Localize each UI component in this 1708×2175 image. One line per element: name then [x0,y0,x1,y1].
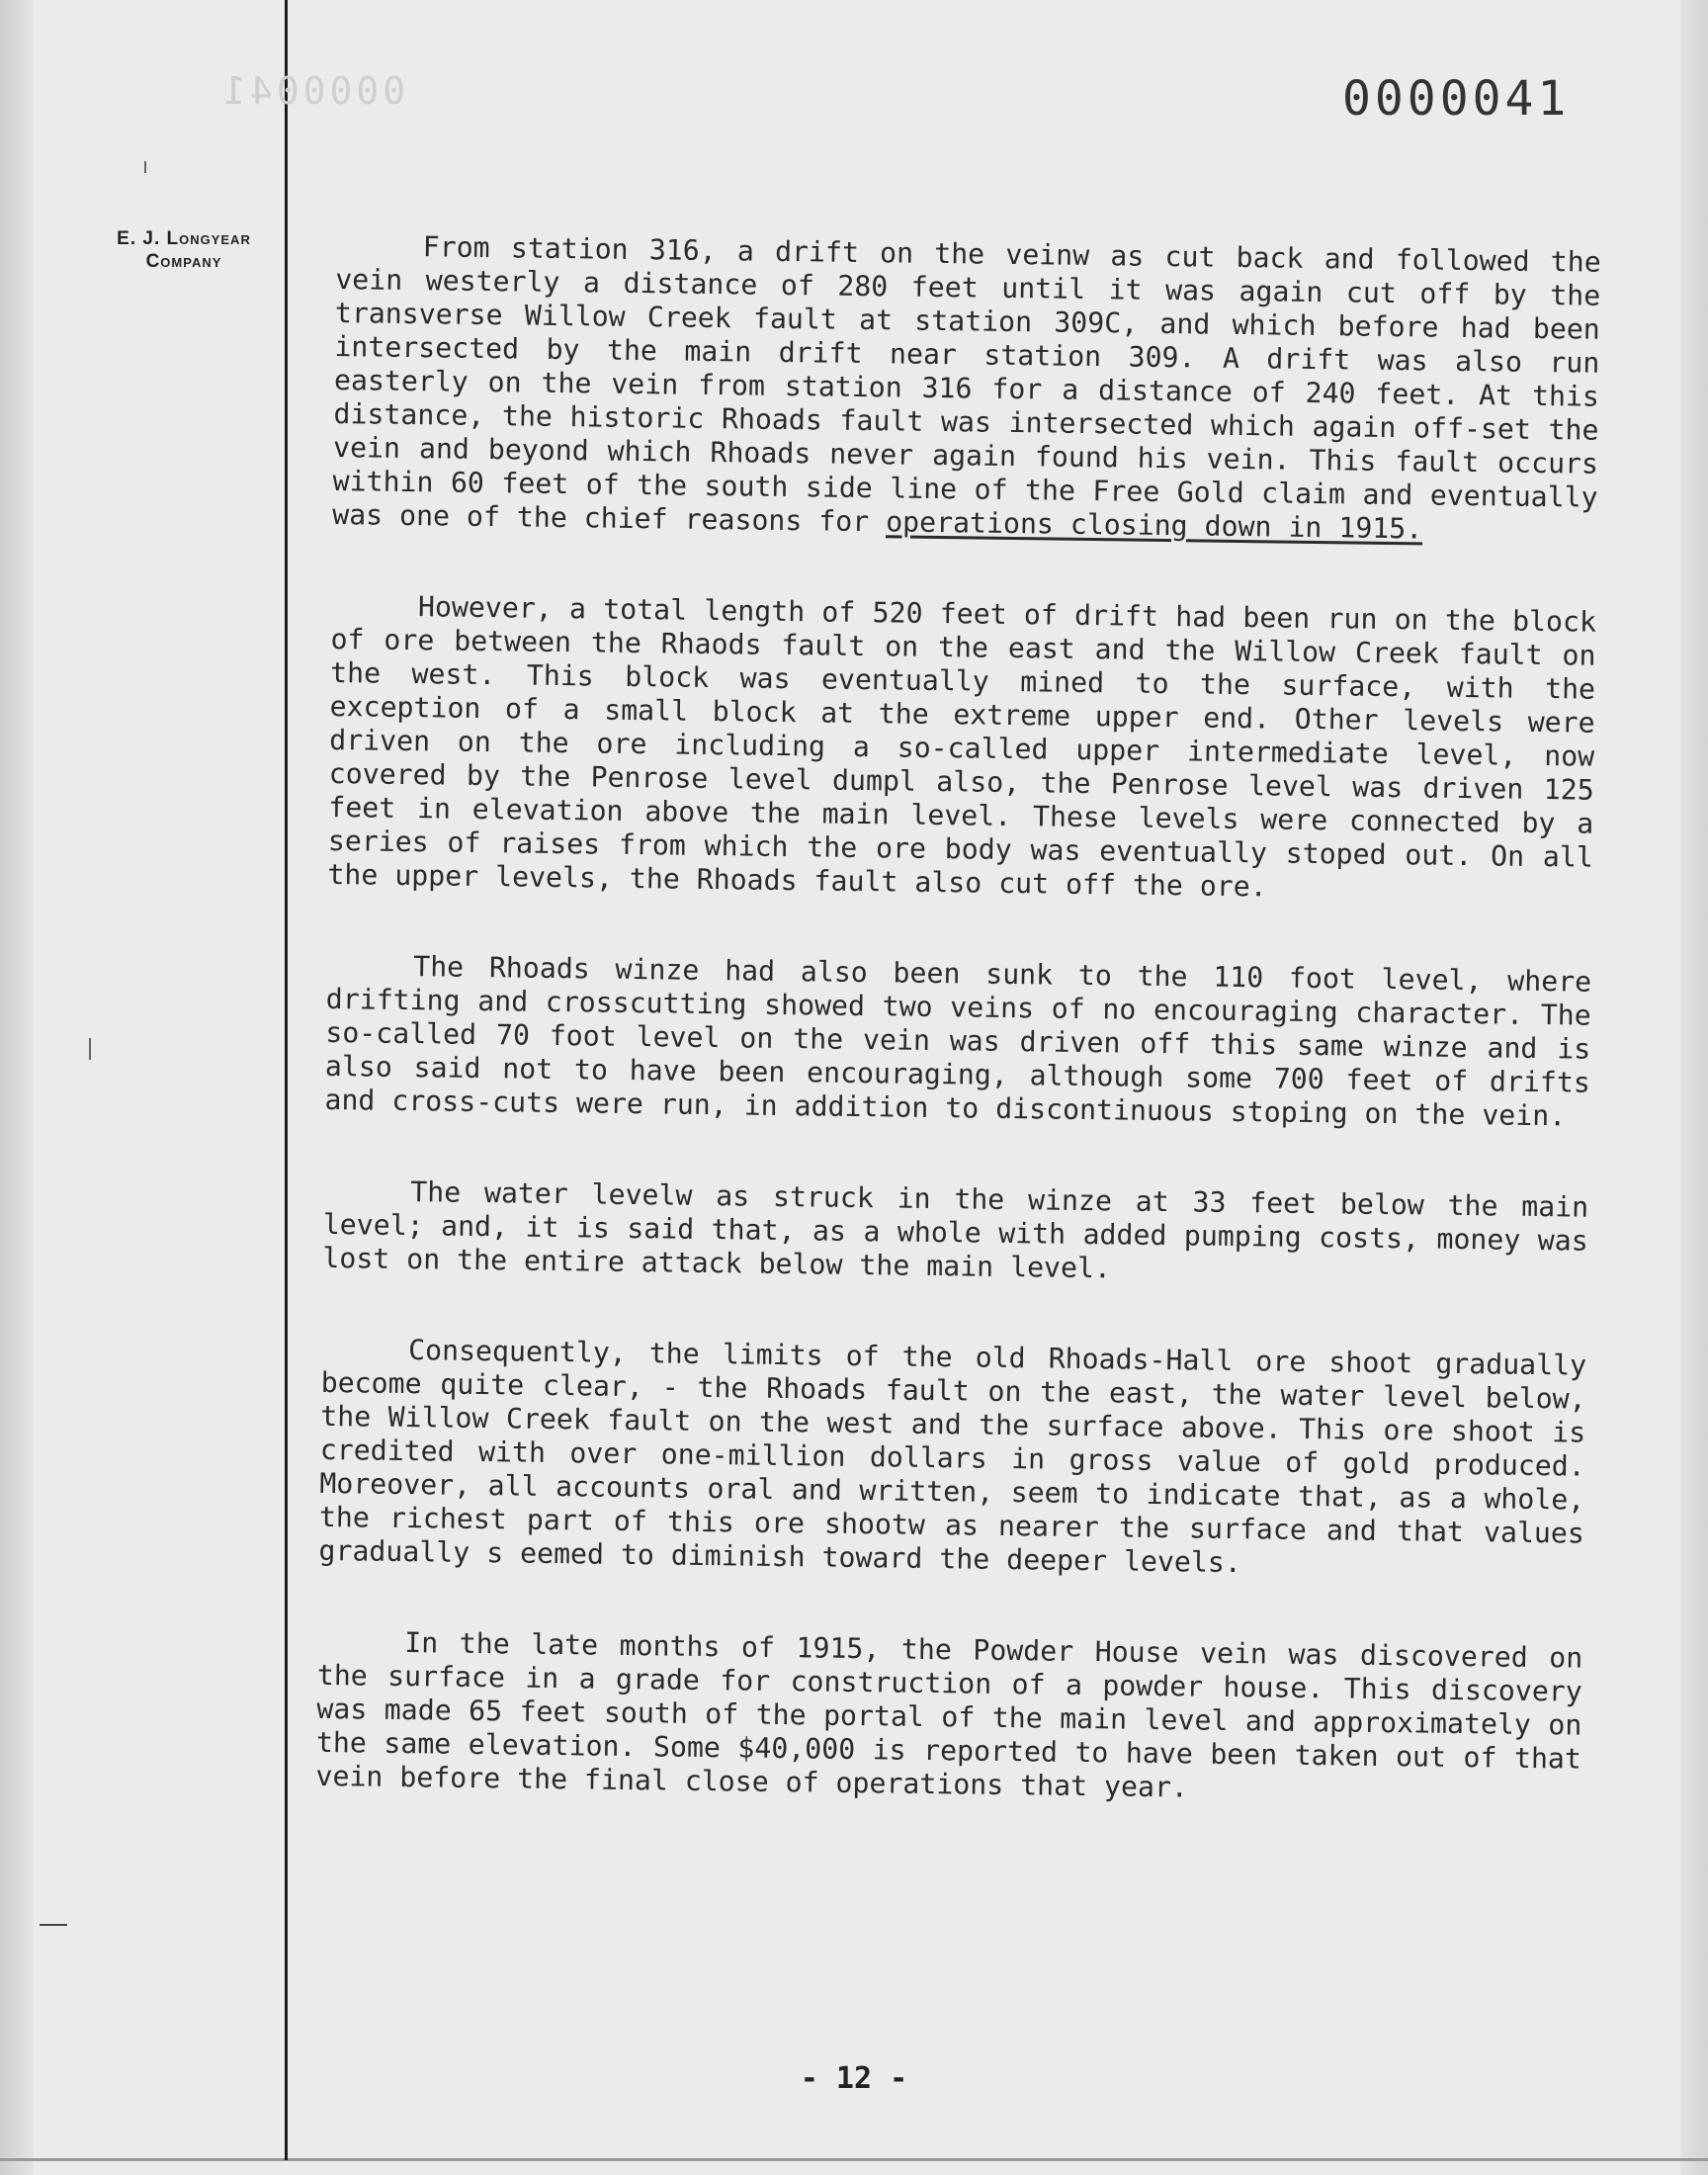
letterhead-name: E. J. Longyear [117,228,251,249]
scan-mark [89,1038,91,1060]
document-number: 0000041 [1342,71,1571,127]
paragraph-text: In the late months of 1915, the Powder House vein was discovered on the surface in a grade for construction of a powder house. This discovery was made 65 feet south of the portal of the main level and approximately on the same elevation. Some $40,000 is reported to have been taken out of that vein before the final close of operations that year. [315,1626,1583,1804]
paragraph [322,1174,1588,1292]
paragraph-text: The Rhoads winze had also been sunk to the 110 foot level, where drifting and crosscutting showed two veins of no encouraging character. The so-called 70 foot level on the vein was driven off this same winze and is also said not to have been encouraging, although some 700 feet of drifts and cross-cuts were run, in addition to discontinuous stoping on the vein. [324,950,1592,1133]
scan-left-edge [0,0,34,2175]
letterhead-company: Company [145,251,222,272]
paragraph [332,229,1601,549]
paragraph [324,949,1591,1134]
margin-rule [285,0,288,2160]
paragraph-text: The water levelw as struck in the winze at 33 feet below the main level; and, it is said that, as a whole with added pumping costs, money was lost on the entire attack below the main level. [322,1175,1589,1285]
ghost-doc-number: 0000041 [219,69,406,113]
scan-bottom-edge [0,2158,1708,2161]
body-text [315,229,1601,1868]
underlined-text: operations closing down in 1915. [885,505,1423,546]
scan-right-edge [1680,0,1708,2175]
paragraph [327,589,1596,909]
paragraph-text: From station 316, a drift on the veinw as cut back and followed the vein westerly a distance of 280 feet until it was again cut off by the transverse Willow Creek fault at station 309C, and which before had been intersected by the main drift near station 309. A drift was also run easterly on the vein from station 316 for a distance of 240 feet. At this distance, the historic Rhoads fault was intersected which again off-set the vein and beyond which Rhoads never again found his vein. This fault occurs within 60 feet of the south side line of the Free Gold claim and eventually was one of the chief reasons for [332,230,1601,539]
paragraph-text: However, a total length of 520 feet of drift had been run on the block of ore between the Rhaods fault on the east and the Willow Creek fault on the west. This block was eventually mined to the surface, with the exception of a small block at the extreme upper end. Other levels were driven on the ore including a so-called upper intermediate level, now covered by the Penrose level dumpl also, the Penrose level was driven 125 feet in elevation above the main level. These levels were connected by a series of raises from which the ore body was eventually stoped out. On all the upper levels, the Rhoads fault also cut off the ore. [327,590,1597,904]
page-number: - 12 - [800,2061,908,2096]
scan-mark [40,1924,67,1926]
paragraph-text: Consequently, the limits of the old Rhoads-Hall ore shoot gradually become quite clear, - the Rhoads fault on the east, the water level below, the Willow Creek fault on the west and the surface above. This ore shoot is credited with over one-million dollars in gross value of gold produced. Moreover, all accounts oral and written, seem to indicate that, as a whole, the richest part of this ore shootw as nearer the surface and that values gradually s eemed to diminish toward the deeper levels. [318,1334,1587,1580]
letterhead [85,227,283,273]
paragraph [318,1333,1586,1585]
scan-mark [144,161,146,173]
paragraph [315,1625,1582,1810]
